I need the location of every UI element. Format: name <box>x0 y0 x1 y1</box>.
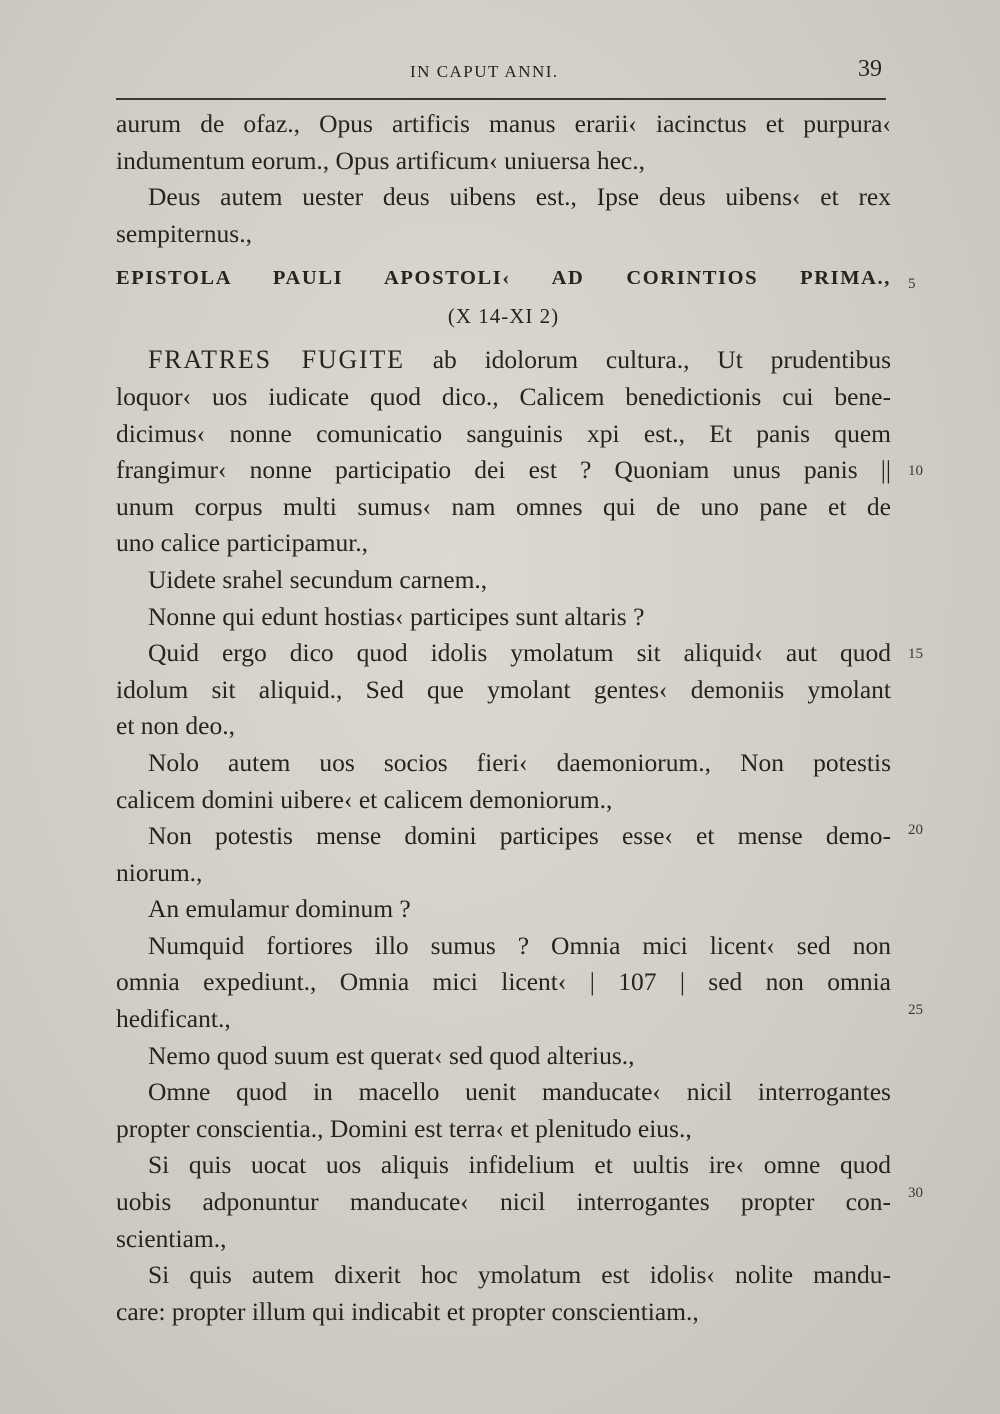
line-number: 15 <box>908 646 923 662</box>
text-line: Nonne qui edunt hostias‹ participes sunt altaris ? <box>148 601 645 631</box>
line-number: 30 <box>908 1185 923 1201</box>
text-line: omnia expediunt., Omnia mici licent‹ | 107 | sed non omnia <box>116 967 891 997</box>
opening-line-rest: ab idolorum cultura., Ut prudentibus <box>432 345 892 375</box>
running-head: IN CAPUT ANNI. <box>410 62 559 81</box>
opening-words: FRATRES FUGITE <box>148 345 405 375</box>
text-line: Non potestis mense domini participes esse‹ et mense demo- <box>148 821 891 851</box>
section-reference: (X 14-XI 2) <box>447 304 560 329</box>
text-line: Nemo quod suum est querat‹ sed quod alterius., <box>148 1040 635 1070</box>
text-line: indumentum eorum., Opus artificum‹ uniuersa hec., <box>116 145 645 175</box>
text-line: An emulamur dominum ? <box>148 894 411 924</box>
line-number: 5 <box>908 276 916 292</box>
section-title: EPISTOLA PAULI APOSTOLI‹ AD CORINTIOS PRIMA., <box>116 267 891 290</box>
text-line: uno calice participamur., <box>116 528 369 558</box>
text-line: Si quis autem dixerit hoc ymolatum est idolis‹ nolite mandu- <box>148 1260 891 1290</box>
text-line: scientiam., <box>116 1223 227 1253</box>
text-line: et non deo., <box>116 711 235 741</box>
text-line: idolum sit aliquid., Sed que ymolant gentes‹ demoniis ymolant <box>116 674 891 704</box>
text-line: Nolo autem uos socios fieri‹ daemoniorum., Non potestis <box>148 747 891 777</box>
page-number: 39 <box>858 56 882 82</box>
text-line: niorum., <box>116 857 203 887</box>
text-line: uobis adponuntur manducate‹ nicil interrogantes propter con- <box>116 1187 891 1217</box>
text-line: sempiternus., <box>116 218 252 248</box>
text-line: Si quis uocat uos aliquis infidelium et uultis ire‹ omne quod <box>148 1150 891 1180</box>
text-line: aurum de ofaz., Opus artificis manus erarii‹ iacinctus et purpura‹ <box>116 109 891 138</box>
text-line: Omne quod in macello uenit manducate‹ nicil interrogantes <box>148 1077 891 1107</box>
text-line: frangimur‹ nonne participatio dei est ? Quoniam unus panis || <box>116 455 891 485</box>
text-line: propter conscientia., Domini est terra‹ et plenitudo eius., <box>116 1113 692 1143</box>
line-number: 25 <box>908 1002 923 1018</box>
text-line: calicem domini uibere‹ et calicem demoniorum., <box>116 784 613 814</box>
text-line: care: propter illum qui indicabit et propter conscientiam., <box>116 1296 699 1326</box>
text-line: loquor‹ uos iudicate quod dico., Calicem benedictionis cui bene- <box>116 381 891 411</box>
body-text <box>116 106 891 1330</box>
text-line: Quid ergo dico quod idolis ymolatum sit aliquid‹ aut quod <box>148 638 891 668</box>
text-line: hedificant., <box>116 1004 231 1034</box>
text-line: Uidete srahel secundum carnem., <box>148 564 488 594</box>
text-line: unum corpus multi sumus‹ nam omnes qui de uno pane et de <box>116 491 891 521</box>
text-line: Numquid fortiores illo sumus ? Omnia mici licent‹ sed non <box>148 930 891 960</box>
header-rule <box>116 98 886 100</box>
text-line: dicimus‹ nonne comunicatio sanguinis xpi est., Et panis quem <box>116 418 891 448</box>
text-line <box>116 342 891 379</box>
line-number: 20 <box>908 822 923 838</box>
text-line: Deus autem uester deus uibens est., Ipse deus uibens‹ et rex <box>148 182 891 212</box>
line-number: 10 <box>908 463 923 479</box>
